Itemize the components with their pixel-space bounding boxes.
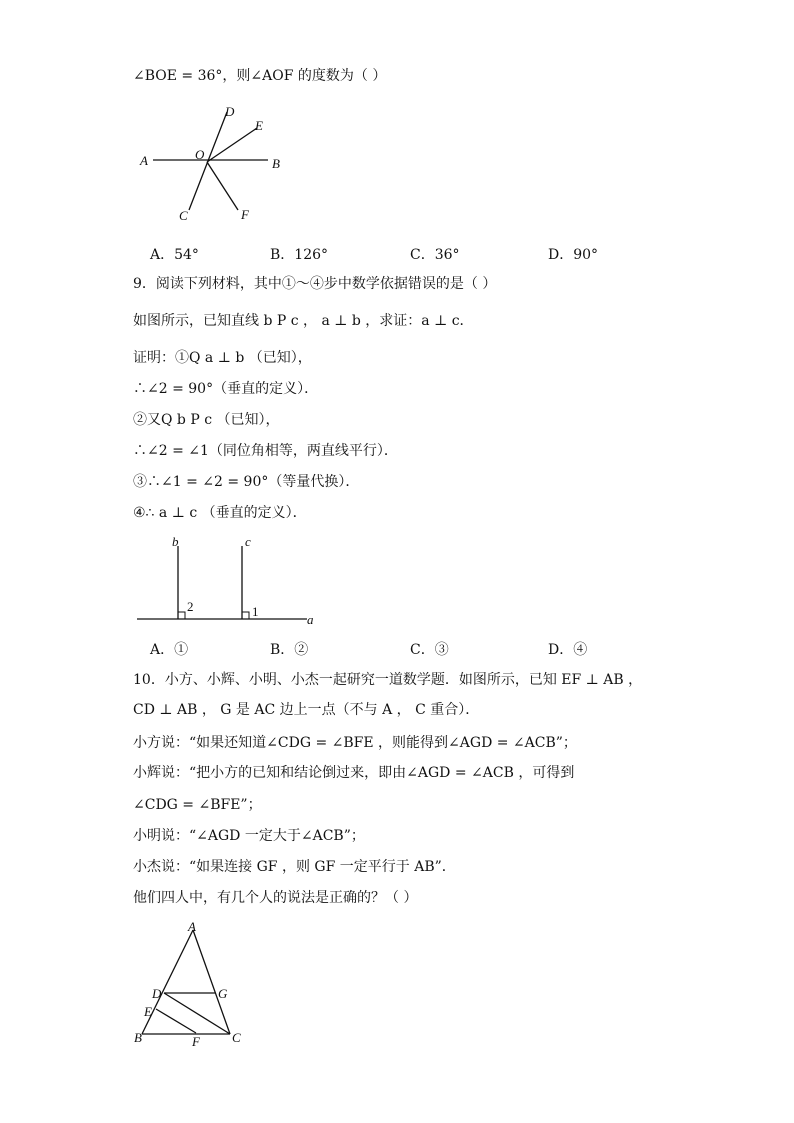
label-E: E	[255, 118, 263, 133]
q9-figure	[135, 532, 320, 628]
q10-line: 小明说：“∠AGD 一定大于∠ACB”；	[133, 828, 365, 844]
q9-option-a: A．①	[150, 642, 189, 658]
q10-line: 他们四人中，有几个人的说法是正确的？（ ）	[133, 890, 418, 906]
label-B: B	[134, 1030, 142, 1045]
label-a: a	[307, 612, 314, 627]
side-AC	[193, 930, 230, 1034]
label-D: D	[225, 104, 235, 119]
label-B: B	[272, 156, 280, 171]
q10-line: ∠CDG = ∠BFE”；	[133, 797, 262, 813]
label-C: C	[232, 1030, 241, 1045]
q10-line: 10．小方、小辉、小明、小杰一起研究一道数学题．如图所示，已知 EF ⊥ AB ，	[133, 672, 643, 688]
q9-step: ②又Q b P c （已知），	[133, 412, 280, 428]
q8-option-c: C．36°	[410, 247, 460, 263]
label-A: A	[140, 153, 148, 168]
q8-figure	[135, 100, 295, 230]
ray-OF	[207, 162, 238, 210]
label-F: F	[241, 207, 249, 222]
q9-given: 如图所示，已知直线 b P c ， a ⊥ b ，求证：a ⊥ c．	[133, 313, 474, 329]
label-A: A	[188, 919, 196, 934]
q8-stem-tail: ∠BOE = 36°，则∠AOF 的度数为（ ）	[133, 68, 387, 84]
q9-step: ∴∠2 = ∠1（同位角相等，两直线平行）．	[133, 443, 398, 459]
label-D: D	[152, 986, 162, 1001]
label-b: b	[172, 534, 179, 549]
segment-EF	[156, 1009, 196, 1033]
label-G: G	[218, 986, 228, 1001]
q10-line: 小方说：“如果还知道∠CDG = ∠BFE ，则能得到∠AGD = ∠ACB”；	[133, 735, 577, 751]
q9-step: ③∴∠1 = ∠2 = 90°（等量代换）．	[133, 474, 360, 490]
q9-step: ∴∠2 = 90°（垂直的定义）．	[133, 381, 319, 397]
label-2: 2	[187, 599, 194, 614]
label-F: F	[192, 1034, 200, 1049]
label-C: C	[179, 208, 188, 223]
q9-stem: 9．阅读下列材料，其中①～④步中数学依据错误的是（ ）	[133, 276, 497, 292]
label-1: 1	[252, 604, 259, 619]
q8-option-a: A．54°	[150, 247, 199, 263]
q10-line: 小杰说：“如果连接 GF ，则 GF 一定平行于 AB”．	[133, 859, 456, 875]
q8-option-d: D．90°	[548, 247, 599, 263]
label-c: c	[245, 534, 251, 549]
label-O: O	[195, 147, 205, 162]
q9-option-b: B．②	[270, 642, 309, 658]
right-angle-mark-1	[242, 612, 249, 619]
q8-option-b: B．126°	[270, 247, 329, 263]
label-E: E	[144, 1004, 152, 1019]
right-angle-mark-2	[178, 612, 185, 619]
q9-option-d: D．④	[548, 642, 588, 658]
q9-step: 证明：①Q a ⊥ b （已知），	[133, 350, 312, 366]
q10-line: 小辉说：“把小方的已知和结论倒过来，即由∠AGD = ∠ACB ，可得到	[133, 765, 575, 781]
q9-option-c: C．③	[410, 642, 449, 658]
q10-line: CD ⊥ AB ， G 是 AC 边上一点（不与 A ， C 重合）．	[133, 702, 480, 718]
q10-figure	[130, 918, 255, 1053]
q9-step: ④∴ a ⊥ c （垂直的定义）．	[133, 505, 307, 521]
